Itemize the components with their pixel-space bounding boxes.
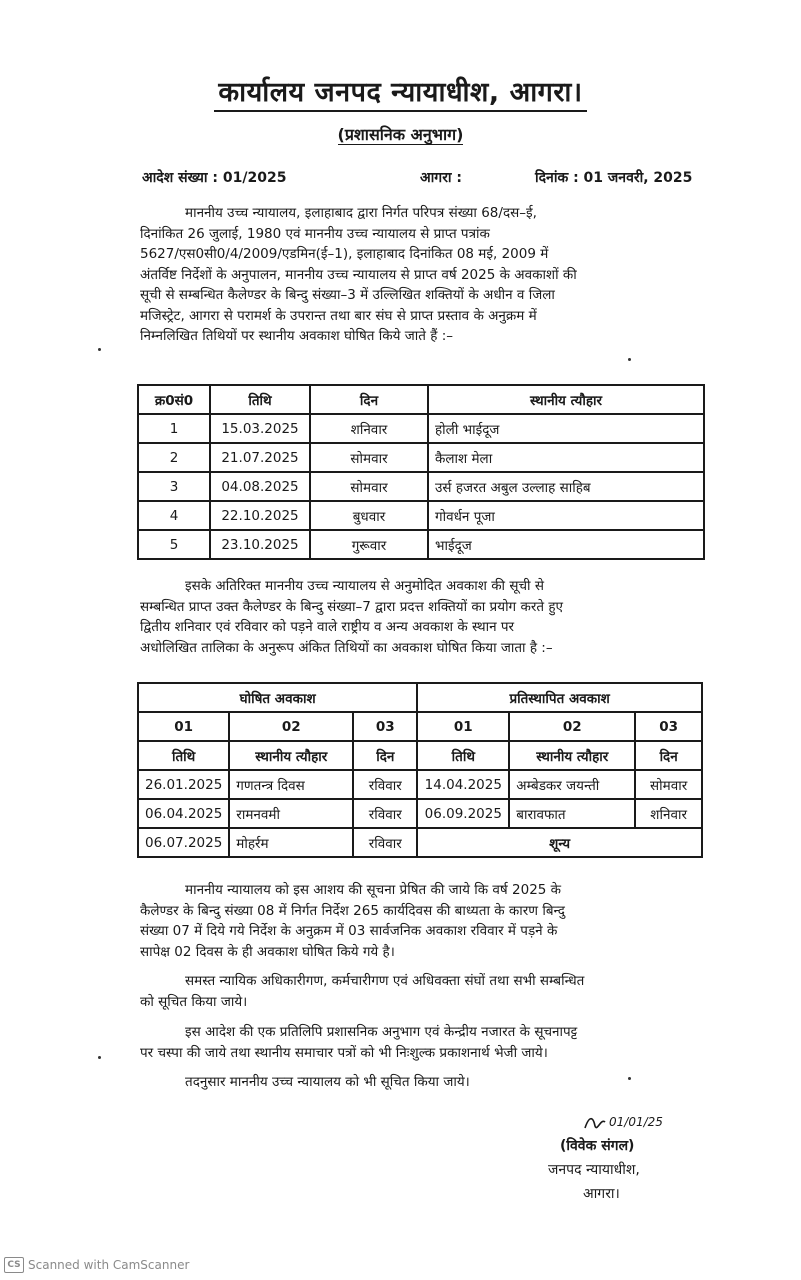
cell-day: रविवार xyxy=(353,799,417,828)
camscanner-logo-icon: CS xyxy=(4,1257,24,1273)
table-row xyxy=(138,530,704,559)
table-header-row xyxy=(138,741,702,770)
col-header: तिथि xyxy=(138,741,229,770)
col-number: 03 xyxy=(353,712,417,741)
signatory-name: (विवेक संगल) xyxy=(560,1138,635,1154)
cell-date: 22.10.2025 xyxy=(210,501,310,530)
paragraph-line: समस्त न्यायिक अधिकारीगण, कर्मचारीगण एवं अधिवक्ता संघों तथा सभी सम्बन्धित xyxy=(185,973,585,989)
scanner-watermark xyxy=(4,1257,189,1273)
cell-day: रविवार xyxy=(353,770,417,799)
cell-day: बुधवार xyxy=(310,501,428,530)
local-holiday-table xyxy=(137,384,705,560)
cell-date: 06.07.2025 xyxy=(138,828,229,857)
cell-festival: रामनवमी xyxy=(229,799,353,828)
table-row xyxy=(138,828,702,857)
table-row xyxy=(138,770,702,799)
group-header-declared: घोषित अवकाश xyxy=(138,683,417,712)
paragraph-line: संख्या 07 में दिये गये निर्देश के अनुक्रम में 03 सार्वजनिक अवकाश रविवार में पड़ने के xyxy=(140,923,558,939)
paragraph-line: सापेक्ष 02 दिवस के ही अवकाश घोषित किये गये है। xyxy=(140,943,395,960)
col-number: 01 xyxy=(138,712,229,741)
cell-serial: 2 xyxy=(138,443,210,472)
cell-day: गुरूवार xyxy=(310,530,428,559)
cell-festival: गोवर्धन पूजा xyxy=(428,501,704,530)
cell-date: 21.07.2025 xyxy=(210,443,310,472)
table-row xyxy=(138,501,704,530)
cell-day: सोमवार xyxy=(310,443,428,472)
order-number: आदेश संख्या : 01/2025 xyxy=(142,170,287,186)
cell-festival: उर्स हजरत अबुल उल्लाह साहिब xyxy=(428,472,704,501)
cell-date: 26.01.2025 xyxy=(138,770,229,799)
col-header: दिन xyxy=(353,741,417,770)
group-header-substituted: प्रतिस्थापित अवकाश xyxy=(417,683,702,712)
scan-speck xyxy=(98,1056,101,1059)
col-header: दिन xyxy=(310,385,428,414)
paragraph-line: कैलेण्डर के बिन्दु संख्या 08 में निर्गत निर्देश 265 कार्यदिवस की बाध्यता के कारण बिन्दु xyxy=(140,902,565,919)
cell-day: शनिवार xyxy=(635,799,702,828)
cell-day: शनिवार xyxy=(310,414,428,443)
cell-day: सोमवार xyxy=(310,472,428,501)
cell-serial: 1 xyxy=(138,414,210,443)
handwritten-signature xyxy=(583,1108,663,1134)
substitution-paragraph xyxy=(140,576,705,658)
signatory-designation: जनपद न्यायाधीश, xyxy=(548,1162,640,1178)
table-row xyxy=(138,443,704,472)
intro-line: माननीय उच्च न्यायालय, इलाहाबाद द्वारा निर्गत परिपत्र संख्या 68/दस–ई, xyxy=(185,205,537,221)
col-number: 02 xyxy=(229,712,353,741)
intro-line: सूची से सम्बन्धित कैलेण्डर के बिन्दु संख्या–3 में उल्लिखित शक्तियों के अधीन व जिला xyxy=(140,287,555,303)
office-title: कार्यालय जनपद न्यायाधीश, आगरा। xyxy=(0,72,801,109)
cell-date: 23.10.2025 xyxy=(210,530,310,559)
paragraph-line: इस आदेश की एक प्रतिलिपि प्रशासनिक अनुभाग एवं केन्द्रीय नजारत के सूचनापट्ट xyxy=(185,1024,578,1040)
officers-paragraph xyxy=(140,971,705,1012)
cell-serial: 4 xyxy=(138,501,210,530)
col-header: स्थानीय त्यौहार xyxy=(428,385,704,414)
table-group-header-row xyxy=(138,683,702,712)
cell-date: 06.09.2025 xyxy=(417,799,509,828)
cell-date: 14.04.2025 xyxy=(417,770,509,799)
intro-line: अंतर्विष्ट निर्देशों के अनुपालन, माननीय उच्च न्यायालय से प्राप्त वर्ष 2025 के अवकाशों की xyxy=(140,266,577,283)
scan-speck xyxy=(98,348,101,351)
order-date: दिनांक : 01 जनवरी, 2025 xyxy=(535,170,693,186)
paragraph-line: पर चस्पा की जाये तथा स्थानीय समाचार पत्रों को भी निःशुल्क प्रकाशनार्थ भेजी जाये। xyxy=(140,1044,548,1061)
cell-serial: 3 xyxy=(138,472,210,501)
copy-paragraph xyxy=(140,1022,705,1063)
final-paragraph: तदनुसार माननीय उच्च न्यायालय को भी सूचित किया जाये। xyxy=(185,1074,470,1090)
col-header: तिथि xyxy=(210,385,310,414)
cell-day: रविवार xyxy=(353,828,417,857)
substitute-holiday-table xyxy=(137,682,703,858)
paragraph-line: सम्बन्धित प्राप्त उक्त कैलेण्डर के बिन्दु संख्या–7 द्वारा प्रदत्त शक्तियों का प्रयोग करते हुए xyxy=(140,598,563,615)
cell-festival: कैलाश मेला xyxy=(428,443,704,472)
cell-none: शून्य xyxy=(417,828,702,857)
cell-festival: गणतन्त्र दिवस xyxy=(229,770,353,799)
col-header: क्र0सं0 xyxy=(138,385,210,414)
order-place: आगरा : xyxy=(420,170,463,186)
intro-line: 5627/एस0सी0/4/2009/एडमिन(ई–1), इलाहाबाद दिनांकित 08 मई, 2009 में xyxy=(140,246,549,262)
cell-festival: बारावफात xyxy=(509,799,635,828)
section-subtitle: (प्रशासनिक अनुभाग) xyxy=(337,125,464,144)
cell-festival: होली भाईदूज xyxy=(428,414,704,443)
cell-date: 15.03.2025 xyxy=(210,414,310,443)
table-number-row xyxy=(138,712,702,741)
intro-line: निम्नलिखित तिथियों पर स्थानीय अवकाश घोषित किये जाते हैं :– xyxy=(140,328,453,344)
intro-paragraph xyxy=(140,203,705,347)
table-row xyxy=(138,472,704,501)
col-header: स्थानीय त्यौहार xyxy=(229,741,353,770)
table-header-row xyxy=(138,385,704,414)
cell-festival: भाईदूज xyxy=(428,530,704,559)
col-header: तिथि xyxy=(417,741,509,770)
col-number: 01 xyxy=(417,712,509,741)
svg-text:01/01/25: 01/01/25 xyxy=(609,1115,663,1129)
col-header: स्थानीय त्यौहार xyxy=(509,741,635,770)
cell-serial: 5 xyxy=(138,530,210,559)
cell-date: 06.04.2025 xyxy=(138,799,229,828)
table-row xyxy=(138,414,704,443)
col-number: 03 xyxy=(635,712,702,741)
scan-speck xyxy=(628,1077,631,1080)
paragraph-line: द्वितीय शनिवार एवं रविवार को पड़ने वाले राष्ट्रीय व अन्य अवकाश के स्थान पर xyxy=(140,619,515,635)
paragraph-line: माननीय न्यायालय को इस आशय की सूचना प्रेषित की जाये कि वर्ष 2025 के xyxy=(185,882,562,898)
cell-date: 04.08.2025 xyxy=(210,472,310,501)
cell-day: सोमवार xyxy=(635,770,702,799)
intro-line: मजिस्ट्रेट, आगरा से परामर्श के उपरान्त तथा बार संघ से प्राप्त प्रस्ताव के अनुक्रम में xyxy=(140,307,537,324)
cell-festival: मोहर्रम xyxy=(229,828,353,857)
paragraph-line: इसके अतिरिक्त माननीय उच्च न्यायालय से अनुमोदित अवकाश की सूची से xyxy=(185,578,544,594)
signatory-city: आगरा। xyxy=(583,1186,620,1202)
intro-line: दिनांकित 26 जुलाई, 1980 एवं माननीय उच्च न्यायालय से प्राप्त पत्रांक xyxy=(140,225,490,242)
cell-festival: अम्बेडकर जयन्ती xyxy=(509,770,635,799)
notice-paragraph xyxy=(140,880,705,962)
col-header: दिन xyxy=(635,741,702,770)
table-row xyxy=(138,799,702,828)
col-number: 02 xyxy=(509,712,635,741)
paragraph-line: अधोलिखित तालिका के अनुरूप अंकित तिथियों का अवकाश घोषित किया जाता है :– xyxy=(140,639,553,656)
paragraph-line: को सूचित किया जाये। xyxy=(140,993,248,1010)
scan-speck xyxy=(628,358,631,361)
signature-block xyxy=(538,1110,663,1206)
watermark-text: Scanned with CamScanner xyxy=(28,1258,190,1272)
